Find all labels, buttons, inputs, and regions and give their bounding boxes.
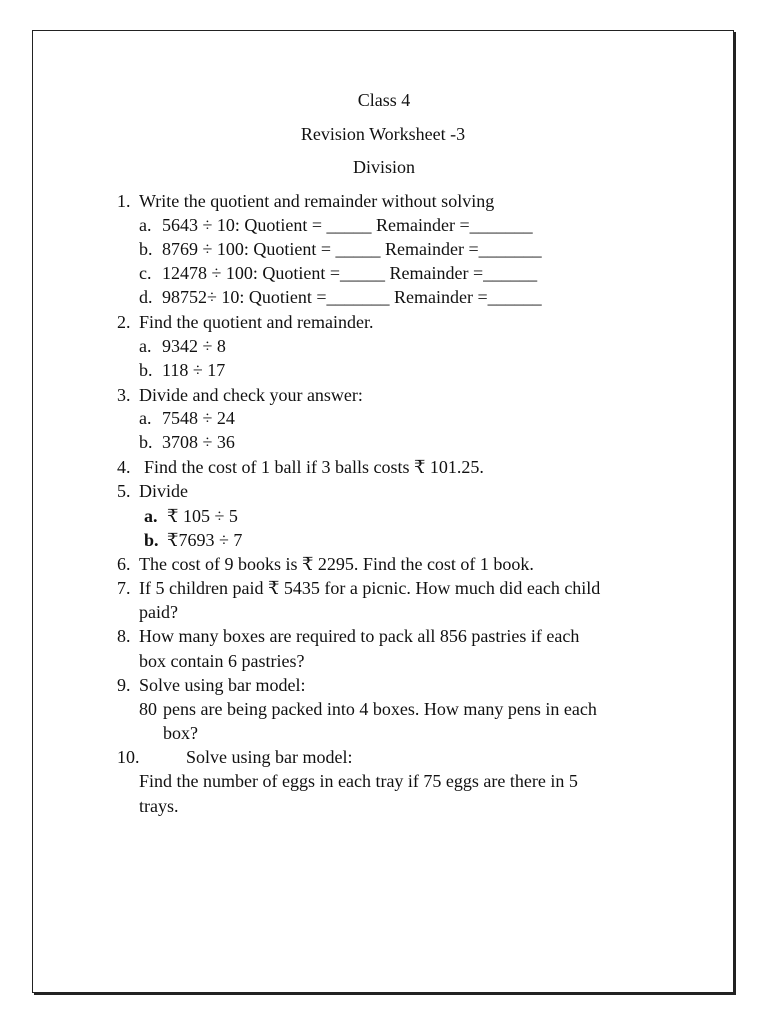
q6-text: The cost of 9 books is ₹ 2295. Find the cost of 1 book.	[139, 554, 534, 574]
q4-number: 4.	[117, 457, 131, 477]
q9-line1-number: 80	[139, 699, 157, 719]
q9-text: Solve using bar model:	[139, 675, 306, 695]
subject-heading: Division	[352, 157, 415, 177]
q2a-text: 9342 ÷ 8	[162, 336, 226, 356]
q9-text-line1: pens are being packed into 4 boxes. How many pens in each	[163, 699, 597, 719]
q2-text: Find the quotient and remainder.	[139, 312, 374, 332]
q7-number: 7.	[117, 578, 131, 598]
q10-text-line1: Find the number of eggs in each tray if 75 eggs are there in 5	[139, 771, 578, 791]
q3a-label: a.	[139, 408, 152, 428]
q1a-text: 5643 ÷ 10: Quotient = _____ Remainder =_______	[162, 215, 533, 235]
q5-text: Divide	[139, 481, 188, 501]
q5a-text: ₹ 105 ÷ 5	[167, 506, 238, 526]
q4-text: Find the cost of 1 ball if 3 balls costs ₹ 101.25.	[144, 457, 484, 477]
q1a-label: a.	[139, 215, 152, 235]
q1-text: Write the quotient and remainder without solving	[139, 191, 495, 211]
q3b-text: 3708 ÷ 36	[162, 432, 235, 452]
q1b-text: 8769 ÷ 100: Quotient = _____ Remainder =_______	[162, 239, 542, 259]
q2-number: 2.	[117, 312, 131, 332]
class-heading: Class 4	[357, 90, 411, 110]
q5b-label: b.	[144, 530, 159, 550]
q5b-text: ₹7693 ÷ 7	[167, 530, 243, 550]
q8-text-line2: box contain 6 pastries?	[139, 651, 305, 671]
q10-text: Solve using bar model:	[186, 747, 353, 767]
q3a-text: 7548 ÷ 24	[162, 408, 235, 428]
q1d-label: d.	[139, 287, 153, 307]
q7-text-line2: paid?	[139, 602, 178, 622]
q2b-label: b.	[139, 360, 153, 380]
q2a-label: a.	[139, 336, 152, 356]
q1c-label: c.	[139, 263, 152, 283]
q8-number: 8.	[117, 626, 131, 646]
worksheet-title: Revision Worksheet -3	[300, 124, 466, 144]
q1c-text: 12478 ÷ 100: Quotient =_____ Remainder =______	[162, 263, 538, 283]
q5a-label: a.	[144, 506, 158, 526]
q1-number: 1.	[117, 191, 131, 211]
q9-text-line2: box?	[163, 723, 198, 743]
q1d-text: 98752÷ 10: Quotient =_______ Remainder =______	[162, 287, 542, 307]
q5-number: 5.	[117, 481, 131, 501]
q10-number: 10.	[117, 747, 140, 767]
q9-number: 9.	[117, 675, 131, 695]
q6-number: 6.	[117, 554, 131, 574]
q3b-label: b.	[139, 432, 153, 452]
q3-text: Divide and check your answer:	[139, 385, 363, 405]
q10-text-line2: trays.	[139, 796, 179, 816]
q2b-text: 118 ÷ 17	[162, 360, 226, 380]
q8-text-line1: How many boxes are required to pack all 856 pastries if each	[139, 626, 580, 646]
q3-number: 3.	[117, 385, 131, 405]
q7-text-line1: If 5 children paid ₹ 5435 for a picnic. How much did each child	[139, 578, 601, 598]
q1b-label: b.	[139, 239, 153, 259]
